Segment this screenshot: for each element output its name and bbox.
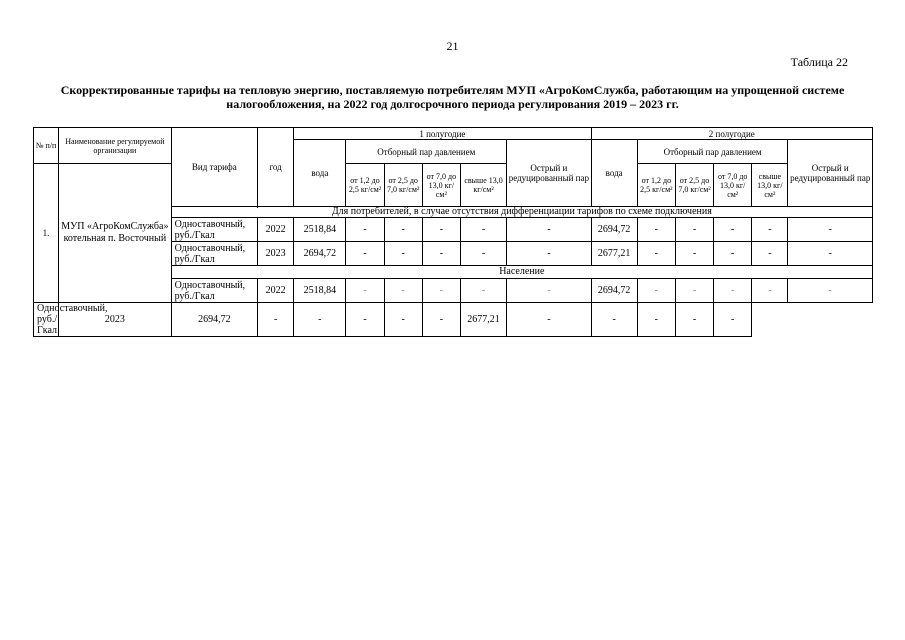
tariff-type: Одноставочный, руб./Гкал <box>171 242 257 266</box>
dash-cell: - <box>294 303 346 337</box>
header-year: год <box>258 128 294 207</box>
dash-cell: - <box>346 218 384 242</box>
section-title: Для потребителей, в случае отсутствия дифференциации тарифов по схеме подключения <box>171 207 872 218</box>
header-p2-1: от 2,5 до 7,0 кг/см² <box>384 164 422 207</box>
year-cell: 2022 <box>258 279 294 303</box>
water-value-h1: 2518,84 <box>294 218 346 242</box>
dash-cell: - <box>422 218 460 242</box>
header-steam-2: Отборный пар давлением <box>637 140 788 164</box>
header-steam-1: Отборный пар давлением <box>346 140 507 164</box>
dash-cell: - <box>637 242 675 266</box>
dash-cell: - <box>507 242 591 266</box>
dash-cell: - <box>714 242 752 266</box>
dash-cell: - <box>637 218 675 242</box>
row-number: 1. <box>34 164 59 303</box>
water-value-h2: 2677,21 <box>460 303 506 337</box>
dash-cell: - <box>637 279 675 303</box>
header-p3-2: от 7,0 до 13,0 кг/см² <box>714 164 752 207</box>
tariff-type: Одноставочный, руб./Гкал <box>171 279 257 303</box>
header-vid: Вид тарифа <box>171 128 257 207</box>
header-p3-1: от 7,0 до 13,0 кг/см² <box>422 164 460 207</box>
header-water-1: вода <box>294 140 346 207</box>
water-value-h2: 2694,72 <box>591 279 637 303</box>
document-title: Скорректированные тарифы на тепловую энергию, поставляемую потребителям МУП «АгроКомСлужба, работающим на упрощенной системе налогообложения, на 2022 год долгосрочного периода регулирования 2019 – 2023 гг. <box>60 83 845 111</box>
water-value-h2: 2694,72 <box>591 218 637 242</box>
header-p1-2: от 1,2 до 2,5 кг/см² <box>637 164 675 207</box>
dash-cell: - <box>346 242 384 266</box>
dash-cell: - <box>675 303 713 337</box>
dash-cell: - <box>788 242 873 266</box>
header-half2: 2 полугодие <box>591 128 872 140</box>
header-half1: 1 полугодие <box>294 128 591 140</box>
header-p4-1: свыше 13,0 кг/см² <box>460 164 506 207</box>
tariff-type: Одноставочный, руб./Гкал <box>171 218 257 242</box>
water-value-h1: 2518,84 <box>294 279 346 303</box>
header-num: № п/п <box>34 128 59 164</box>
header-p2-2: от 2,5 до 7,0 кг/см² <box>675 164 713 207</box>
dash-cell: - <box>752 242 788 266</box>
dash-cell: - <box>637 303 675 337</box>
dash-cell: - <box>422 279 460 303</box>
dash-cell: - <box>346 279 384 303</box>
dash-cell: - <box>384 303 422 337</box>
dash-cell: - <box>714 218 752 242</box>
water-value-h1: 2694,72 <box>294 242 346 266</box>
dash-cell: - <box>460 279 506 303</box>
section-title: Население <box>171 266 872 279</box>
dash-cell: - <box>752 218 788 242</box>
dash-cell: - <box>346 303 384 337</box>
dash-cell: - <box>258 303 294 337</box>
dash-cell: - <box>460 242 506 266</box>
tariff-type: Одноставочный, руб./Гкал <box>34 303 59 337</box>
dash-cell: - <box>714 303 752 337</box>
water-value-h1: 2694,72 <box>171 303 257 337</box>
water-value-h2: 2677,21 <box>591 242 637 266</box>
dash-cell: - <box>591 303 637 337</box>
dash-cell: - <box>788 279 873 303</box>
dash-cell: - <box>384 279 422 303</box>
dash-cell: - <box>675 218 713 242</box>
tariff-table <box>33 127 873 337</box>
dash-cell: - <box>384 242 422 266</box>
header-sharp-1: Острый и редуцированный пар <box>507 140 591 207</box>
dash-cell: - <box>752 279 788 303</box>
dash-cell: - <box>675 279 713 303</box>
dash-cell: - <box>422 303 460 337</box>
org-name: МУП «АгроКомСлужба» котельная п. Восточный <box>59 164 172 303</box>
page-number: 21 <box>446 39 459 53</box>
dash-cell: - <box>507 279 591 303</box>
dash-cell: - <box>384 218 422 242</box>
dash-cell: - <box>714 279 752 303</box>
year-cell: 2023 <box>59 303 172 337</box>
table-label: Таблица 22 <box>790 55 848 69</box>
dash-cell: - <box>460 218 506 242</box>
header-org: Наименование регулируемой организации <box>59 128 172 164</box>
dash-cell: - <box>507 303 591 337</box>
year-cell: 2022 <box>258 218 294 242</box>
dash-cell: - <box>422 242 460 266</box>
dash-cell: - <box>788 218 873 242</box>
header-p4-2: свыше 13,0 кг/см² <box>752 164 788 207</box>
dash-cell: - <box>675 242 713 266</box>
header-sharp-2: Острый и редуцированный пар <box>788 140 873 207</box>
header-water-2: вода <box>591 140 637 207</box>
header-p1-1: от 1,2 до 2,5 кг/см² <box>346 164 384 207</box>
dash-cell: - <box>507 218 591 242</box>
year-cell: 2023 <box>258 242 294 266</box>
